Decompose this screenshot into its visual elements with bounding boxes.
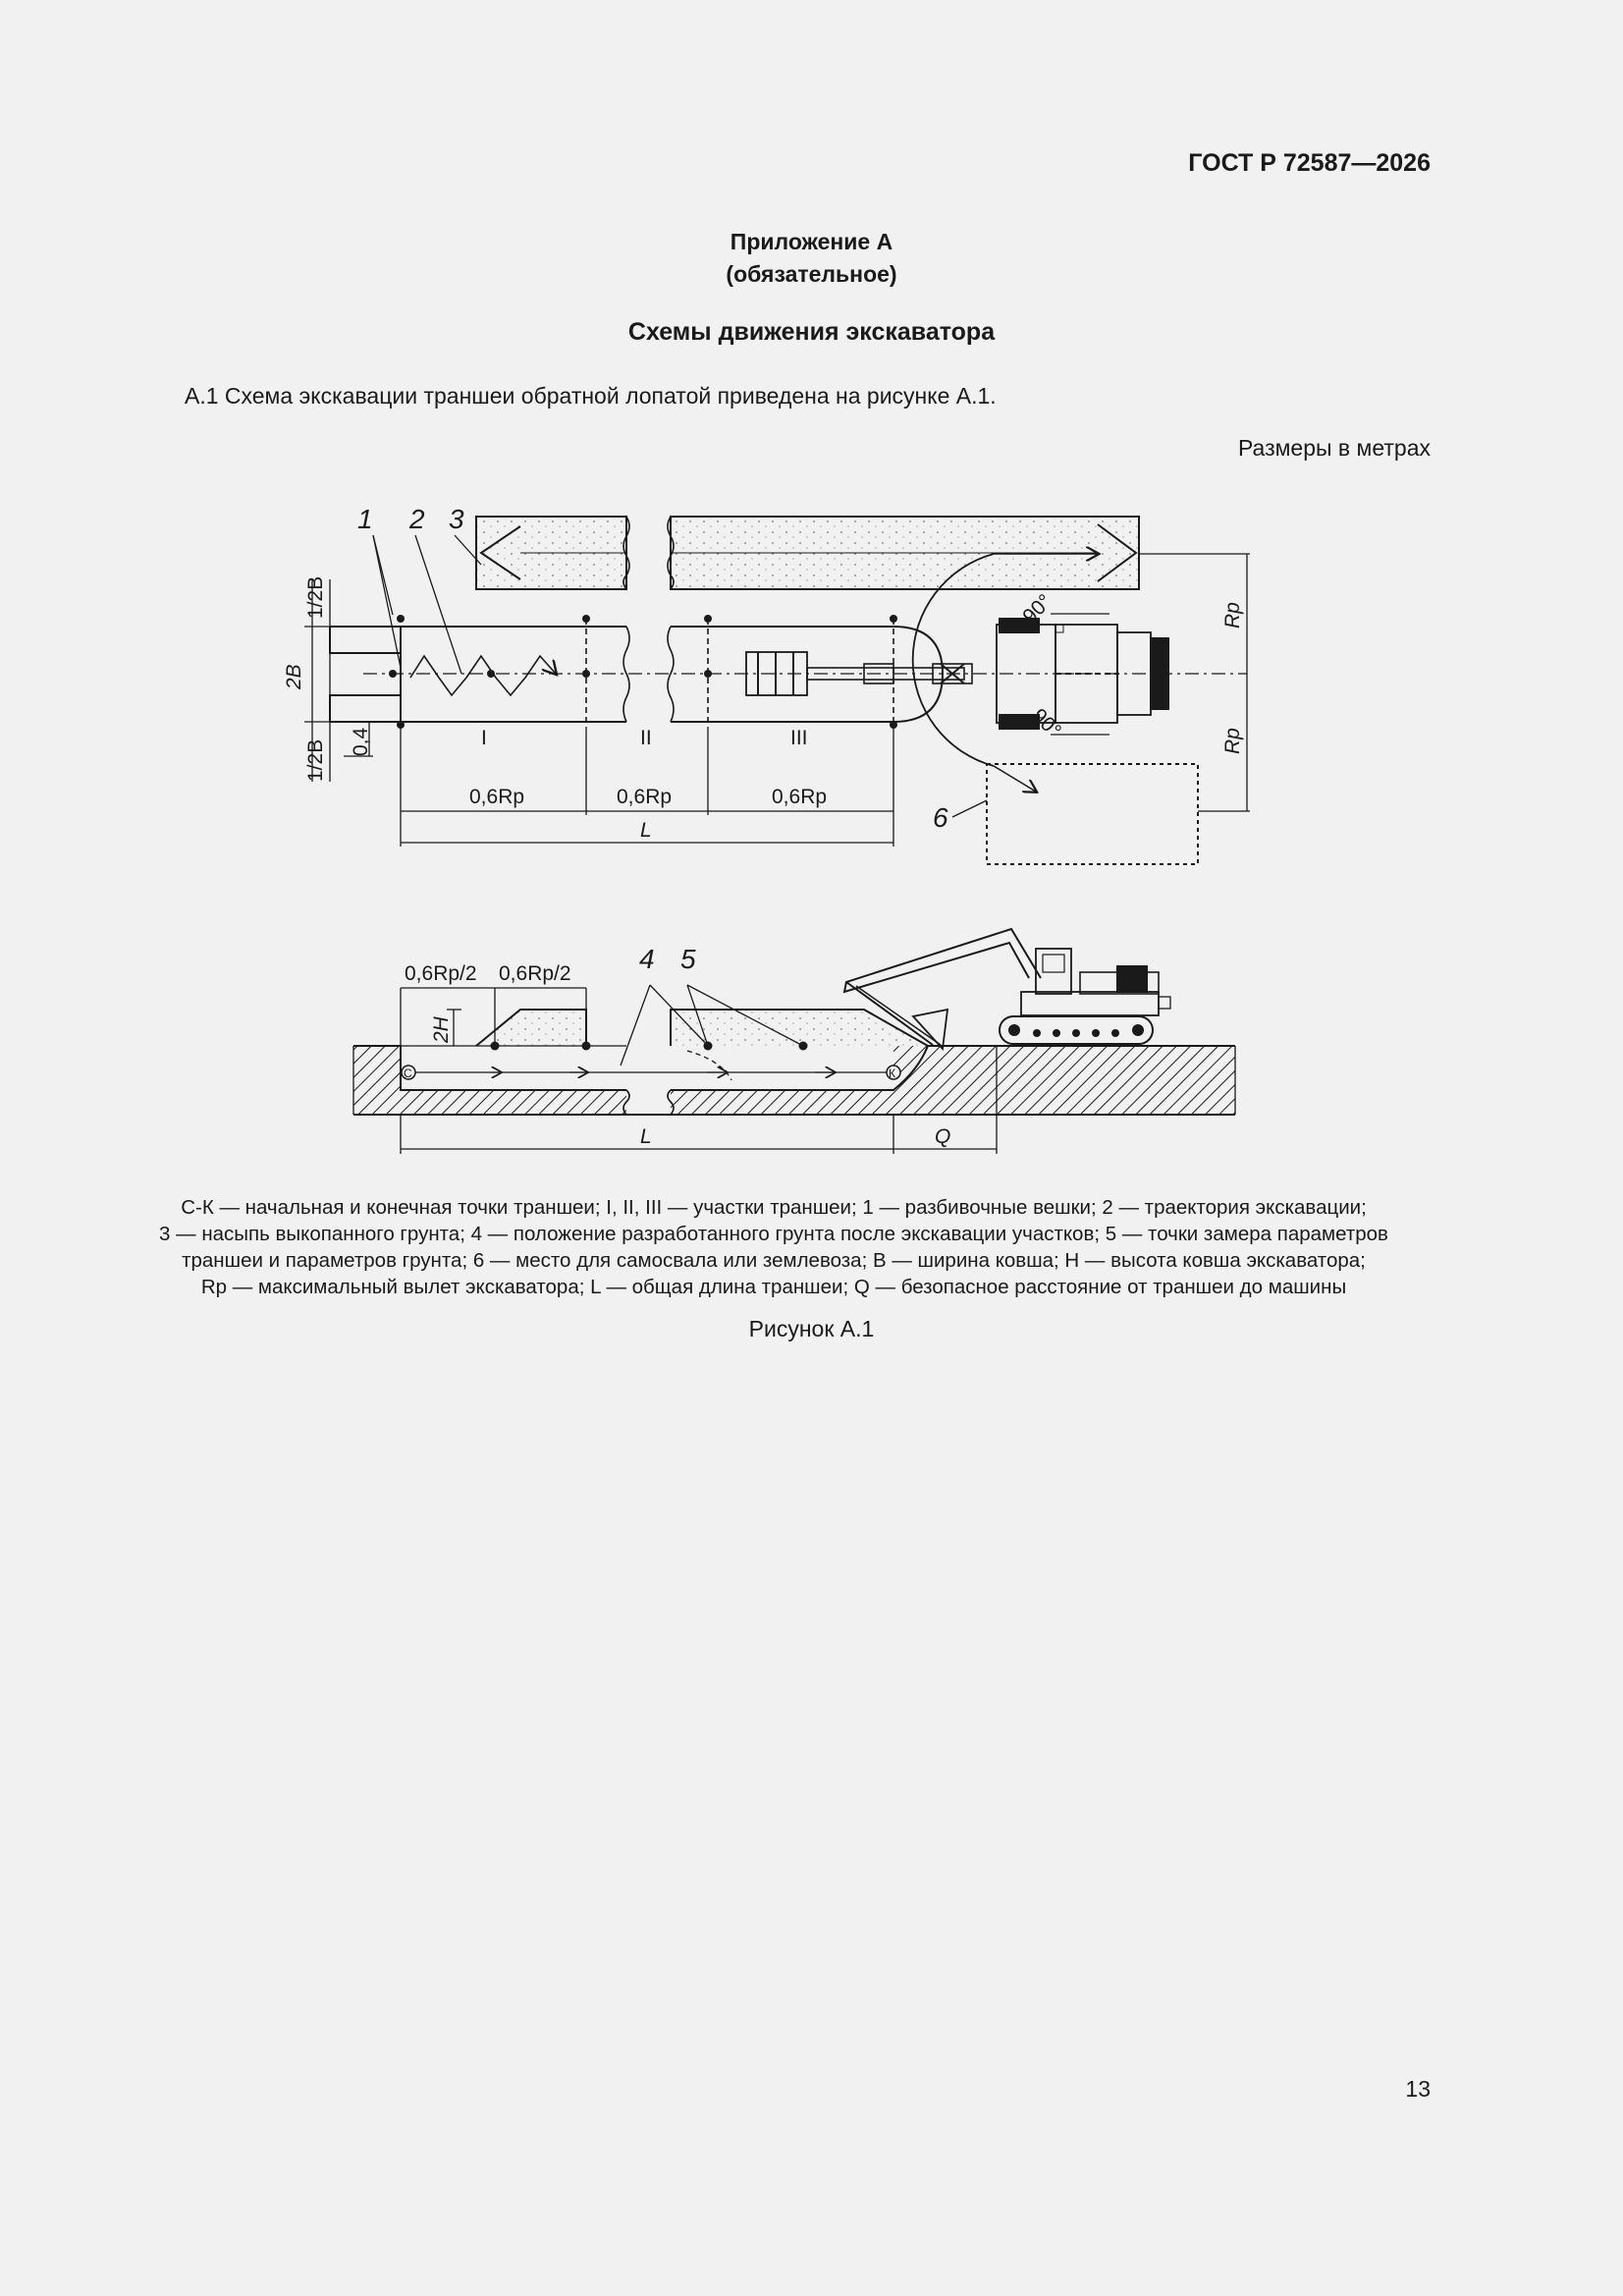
section-2: II bbox=[640, 727, 652, 749]
top-dim-1: 0,6Rp/2 bbox=[405, 962, 477, 985]
dim-half-b-top: 1/2B bbox=[304, 575, 327, 619]
angle-90-bottom: 90° bbox=[1027, 704, 1066, 742]
spoil-heap bbox=[476, 517, 1139, 589]
callout-2: 2 bbox=[409, 504, 425, 534]
caption-line: 3 — насыпь выкопанного грунта; 4 — положение разработанного грунта после экскавации участков; 5 — точки замера параметров bbox=[159, 1223, 1388, 1245]
section-dim-3: 0,6Rp bbox=[772, 786, 828, 808]
annex-status: (обязательное) bbox=[726, 261, 897, 287]
total-length-l: L bbox=[640, 819, 652, 842]
callout-1: 1 bbox=[357, 504, 373, 534]
section-title: Схемы движения экскаватора bbox=[627, 318, 996, 346]
units-note: Размеры в метрах bbox=[1237, 435, 1431, 461]
soil-mounds bbox=[401, 1010, 928, 1046]
truck-place bbox=[987, 764, 1198, 864]
end-mark: К bbox=[889, 1066, 895, 1080]
ground-hatching bbox=[353, 1046, 1235, 1115]
trench-plan bbox=[330, 619, 1247, 722]
bottom-dim-l: L bbox=[640, 1125, 652, 1148]
callout-6: 6 bbox=[933, 802, 948, 833]
bottom-dim-q: Q bbox=[935, 1125, 951, 1148]
figure-label: Рисунок А.1 bbox=[748, 1316, 875, 1341]
caption-line: С-К — начальная и конечная точки траншеи; I, II, III — участки траншеи; 1 — разбивочные вешки; 2 — траектория экскавации; bbox=[181, 1196, 1367, 1219]
profile-view bbox=[353, 929, 1235, 1154]
dim-2b: 2B bbox=[283, 664, 305, 689]
callout-3: 3 bbox=[449, 504, 464, 534]
paragraph-a1: А.1 Схема экскавации траншеи обратной лопатой приведена на рисунке А.1. bbox=[185, 383, 997, 409]
page-number: 13 bbox=[1405, 2076, 1431, 2102]
excavation-trajectory bbox=[410, 656, 556, 695]
angle-90-top: 90° bbox=[1018, 589, 1056, 629]
radius-rp-top: Rp bbox=[1221, 602, 1244, 629]
callout-5: 5 bbox=[680, 944, 696, 974]
document-code: ГОСТ Р 72587—2026 bbox=[1188, 149, 1431, 177]
section-dim-2: 0,6Rp bbox=[617, 786, 673, 808]
height-2h: 2H bbox=[430, 1016, 453, 1043]
plan-view bbox=[304, 517, 1250, 864]
caption-line: траншеи и параметров грунта; 6 — место для самосвала или землевоза; B — ширина ковша; H — высота ковша экскаватора; bbox=[182, 1249, 1366, 1272]
section-dim-1: 0,6Rp bbox=[469, 786, 525, 808]
section-3: III bbox=[790, 727, 808, 749]
section-1: I bbox=[481, 727, 487, 749]
stakes bbox=[389, 615, 897, 729]
plan-dim-labels bbox=[283, 576, 1244, 842]
annex-title: Приложение А bbox=[730, 229, 893, 254]
figure-caption bbox=[116, 1194, 1432, 1300]
caption-line: Rp — максимальный вылет экскаватора; L — общая длина траншеи; Q — безопасное расстояние от траншеи до машины bbox=[200, 1276, 1347, 1298]
callout-4: 4 bbox=[639, 944, 655, 974]
top-dim-2: 0,6Rp/2 bbox=[499, 962, 571, 985]
radius-rp-bottom: Rp bbox=[1221, 728, 1244, 754]
start-mark: С bbox=[404, 1066, 412, 1080]
dim-0-4: 0,4 bbox=[350, 727, 372, 756]
dim-half-b-bottom: 1/2B bbox=[304, 738, 327, 782]
